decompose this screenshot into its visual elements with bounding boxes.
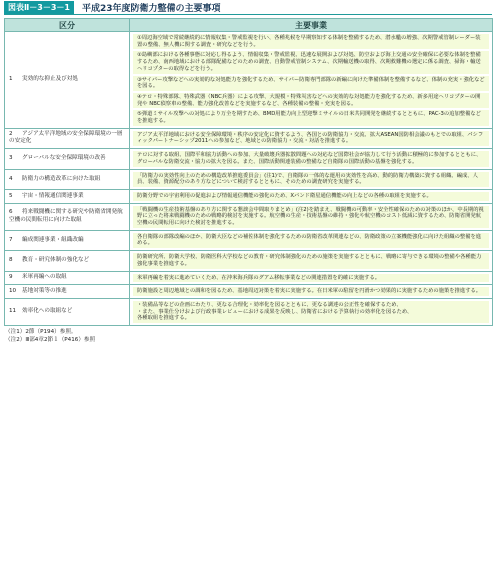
category-cell <box>5 298 130 325</box>
item-text: 防衛研究所、防衛大学校、防衛医科大学校などの教育・研究体制強化のための施策を実施するとともに、戦略に寄与できる環境の整備や各種能力強化事業を推進する。 <box>133 253 489 268</box>
col-header-items: 主要事業 <box>130 19 493 32</box>
category-number: 11 <box>9 308 17 315</box>
item-text: テロに対する取組、国際平和協力活動への参加、大量破壊兵器拡散問題への対応など国際社会が協力して行う活動に積極的に参加するとともに、グローバルな防衛交流・協力の拡大を図る。また、国際活動関連装備の整備など自衛隊の国際活動の基盤を強化する。 <box>133 151 489 166</box>
main-table <box>4 18 493 326</box>
item-text: ⑤弾道ミサイル攻撃への対処により万全を期すため、BMD用能力向上型迎撃ミサイルの日米共同開発を継続するとともに、PAC-3の追加整備などを推進する。 <box>133 110 489 125</box>
items-cell <box>130 285 493 299</box>
item-text: 防衛施設と周辺地域との調和を図るため、基地周辺対策を着実に実施する。在日米軍の駐留を円滑かつ効果的に実施するための施策を推進する。 <box>133 287 489 296</box>
category-label: 防衛力の構造改革に向けた取組 <box>22 175 101 182</box>
items-cell <box>130 271 493 285</box>
category-cell <box>5 189 130 203</box>
item-text: 「防衛力の実効性向上のための構造改革推進委員会」(注1)で、自衛隊の一体的な運用の実効性を高め、動的防衛力構築に資する組織、編成、人員、装備、資源配分のあり方などについて検討するとともに、そのための調査研究を実施する。 <box>133 172 489 187</box>
category-cell <box>5 271 130 285</box>
category-number: 4 <box>9 175 13 182</box>
table-row <box>5 149 493 169</box>
category-label: アジア太平洋地域の安全保障環境の一層の安定化 <box>9 131 123 145</box>
category-cell <box>5 169 130 189</box>
items-cell <box>130 169 493 189</box>
category-number: 7 <box>9 236 13 243</box>
category-label: 将来戦闘機に関する研究や防衛省開発航空機の民間転用に向けた取組 <box>9 209 123 223</box>
items-cell <box>130 298 493 325</box>
category-label: グローバルな安全保障環境の改善 <box>22 155 106 162</box>
items-cell <box>130 230 493 250</box>
category-cell <box>5 128 130 148</box>
table-row <box>5 32 493 129</box>
table-row <box>5 169 493 189</box>
footnote: （注2）Ⅲ部4章2節１（P416）参照 <box>5 337 96 344</box>
item-text: ④テロ・特殊部隊、特殊武器（NBC兵器）による攻撃、大規模・特殊災害などへの実効的な対処能力を強化するため、新多用途ヘリコプターの開発や NBC偵察車の整備、能力強化改善などを実施するなど、各種装備の整備・充実を図る。 <box>133 93 489 108</box>
table-row <box>5 298 493 325</box>
category-cell <box>5 32 130 129</box>
item-text: アジア太平洋地域における安全保障環境・秩序の安定化に資するよう、各国との防衛協力・交流、拡大ASEAN国防相会議のもとでの取組、パシフィックパートナーシップ2011への参加など、地域との防衛協力・交流・対話を推進する。 <box>133 131 489 146</box>
category-label: 実効的な抑止及び対処 <box>22 76 78 83</box>
figure-title: 平成23年度防衛力整備の主要事項 <box>81 3 221 14</box>
item-text: 防衛分野での宇宙利用の促進および情報通信機能の強化のため、Xバンド衛星通信機能の向上などの各種の取組を実施する。 <box>133 192 489 201</box>
category-cell <box>5 251 130 271</box>
category-label: 効率化への取組など <box>22 308 73 315</box>
table-row <box>5 230 493 250</box>
footnotes <box>4 328 492 344</box>
category-number: 8 <box>9 257 13 264</box>
items-cell <box>130 128 493 148</box>
category-cell <box>5 149 130 169</box>
category-label: 宇宙・情報通信関連事業 <box>22 192 84 199</box>
table-row <box>5 271 493 285</box>
category-number: 9 <box>9 274 13 281</box>
items-cell <box>130 203 493 230</box>
category-cell <box>5 203 130 230</box>
category-number: 10 <box>9 287 17 294</box>
figure-label: 図表Ⅱ－3－3－1 <box>4 1 74 14</box>
category-number: 6 <box>9 209 13 216</box>
category-label: 基地対策等の推進 <box>22 287 67 294</box>
table-row <box>5 203 493 230</box>
category-label: 教育・研究体制の強化など <box>22 257 90 264</box>
footnote: （注1）2節（P194）参照。 <box>5 329 77 336</box>
items-cell <box>130 32 493 129</box>
item-text: ・装備品等などの企画にわたり、更なる合理化・効率化を図るとともに、更なる調達の公正性を確保するため、 ・また、事業仕分けおよび行政事業レビューにおける成果を反映し、防衛省における予算執行の効率化を図るため、 各種取組を推進する。 <box>133 301 489 323</box>
category-number: 2 <box>9 131 13 138</box>
item-text: ②島嶼部における各種事態に対応し得るよう、情報収集・警戒監視、迅速な展開および対処、防空および海上交通の安全確保に必要な体制を整備するため、南西地域における部隊配備などのための調査、自動警戒管制システム、次期輸送機の取得、次期救難機の選定に係る調査、掃海・輸送ヘリコプターの取得などを行う。 <box>133 51 489 73</box>
table-body <box>5 32 493 326</box>
item-text: 米軍再編を着実に進めていくため、在沖米海兵隊のグアム移転事業などの関連措置を的確に実施する。 <box>133 274 489 283</box>
table-row <box>5 285 493 299</box>
items-cell <box>130 149 493 169</box>
category-label: 編成関連事業・組織改編 <box>22 236 84 243</box>
item-text: 各自衛隊の部隊改編のほか、防衛大臣などの補佐体制を強化するための防衛省改革関連などの、防衛政策の立案機能強化に向けた組織の整備を進める。 <box>133 233 489 248</box>
category-number: 5 <box>9 192 13 199</box>
table-header-row <box>5 19 493 32</box>
items-cell <box>130 251 493 271</box>
item-text: 「戦闘機の生産技術基盤のあり方に関する懇談会中間取りまとめ」(注2)を踏まえ、戦闘機の可動率・安全性確保のための対策のほか、中長期的視野に立った将来戦闘機のための戦略的検討を実施する。航空機の生産・技術基盤の維持・強化や航空機のコスト低減に資するため、防衛省開発航空機の民間転用に向けた検討を推進する。 <box>133 206 489 228</box>
table-row <box>5 189 493 203</box>
figure-header <box>4 0 492 15</box>
items-cell <box>130 189 493 203</box>
category-cell <box>5 285 130 299</box>
category-number: 1 <box>9 76 13 83</box>
category-cell <box>5 230 130 250</box>
table-row <box>5 251 493 271</box>
category-number: 3 <box>9 155 13 162</box>
item-text: ①周辺海空域で常続継続的に情報収集・警戒監視を行い、各種兆候を早期察知する体制を整備するため、潜水艦の増強、次期警戒管制レーダー装置の整備、無人機に関する調査・研究などを行う。 <box>133 34 489 49</box>
item-text: ③サイバー攻撃などへの実効的な対処能力を強化するため、サイバー防衛専門部隊の新編に向けた準備体制を整備するなど、体制の充実・強化などを図る。 <box>133 76 489 91</box>
category-label: 米軍再編への取組 <box>22 274 67 281</box>
col-header-category: 区分 <box>5 19 130 32</box>
table-row <box>5 128 493 148</box>
